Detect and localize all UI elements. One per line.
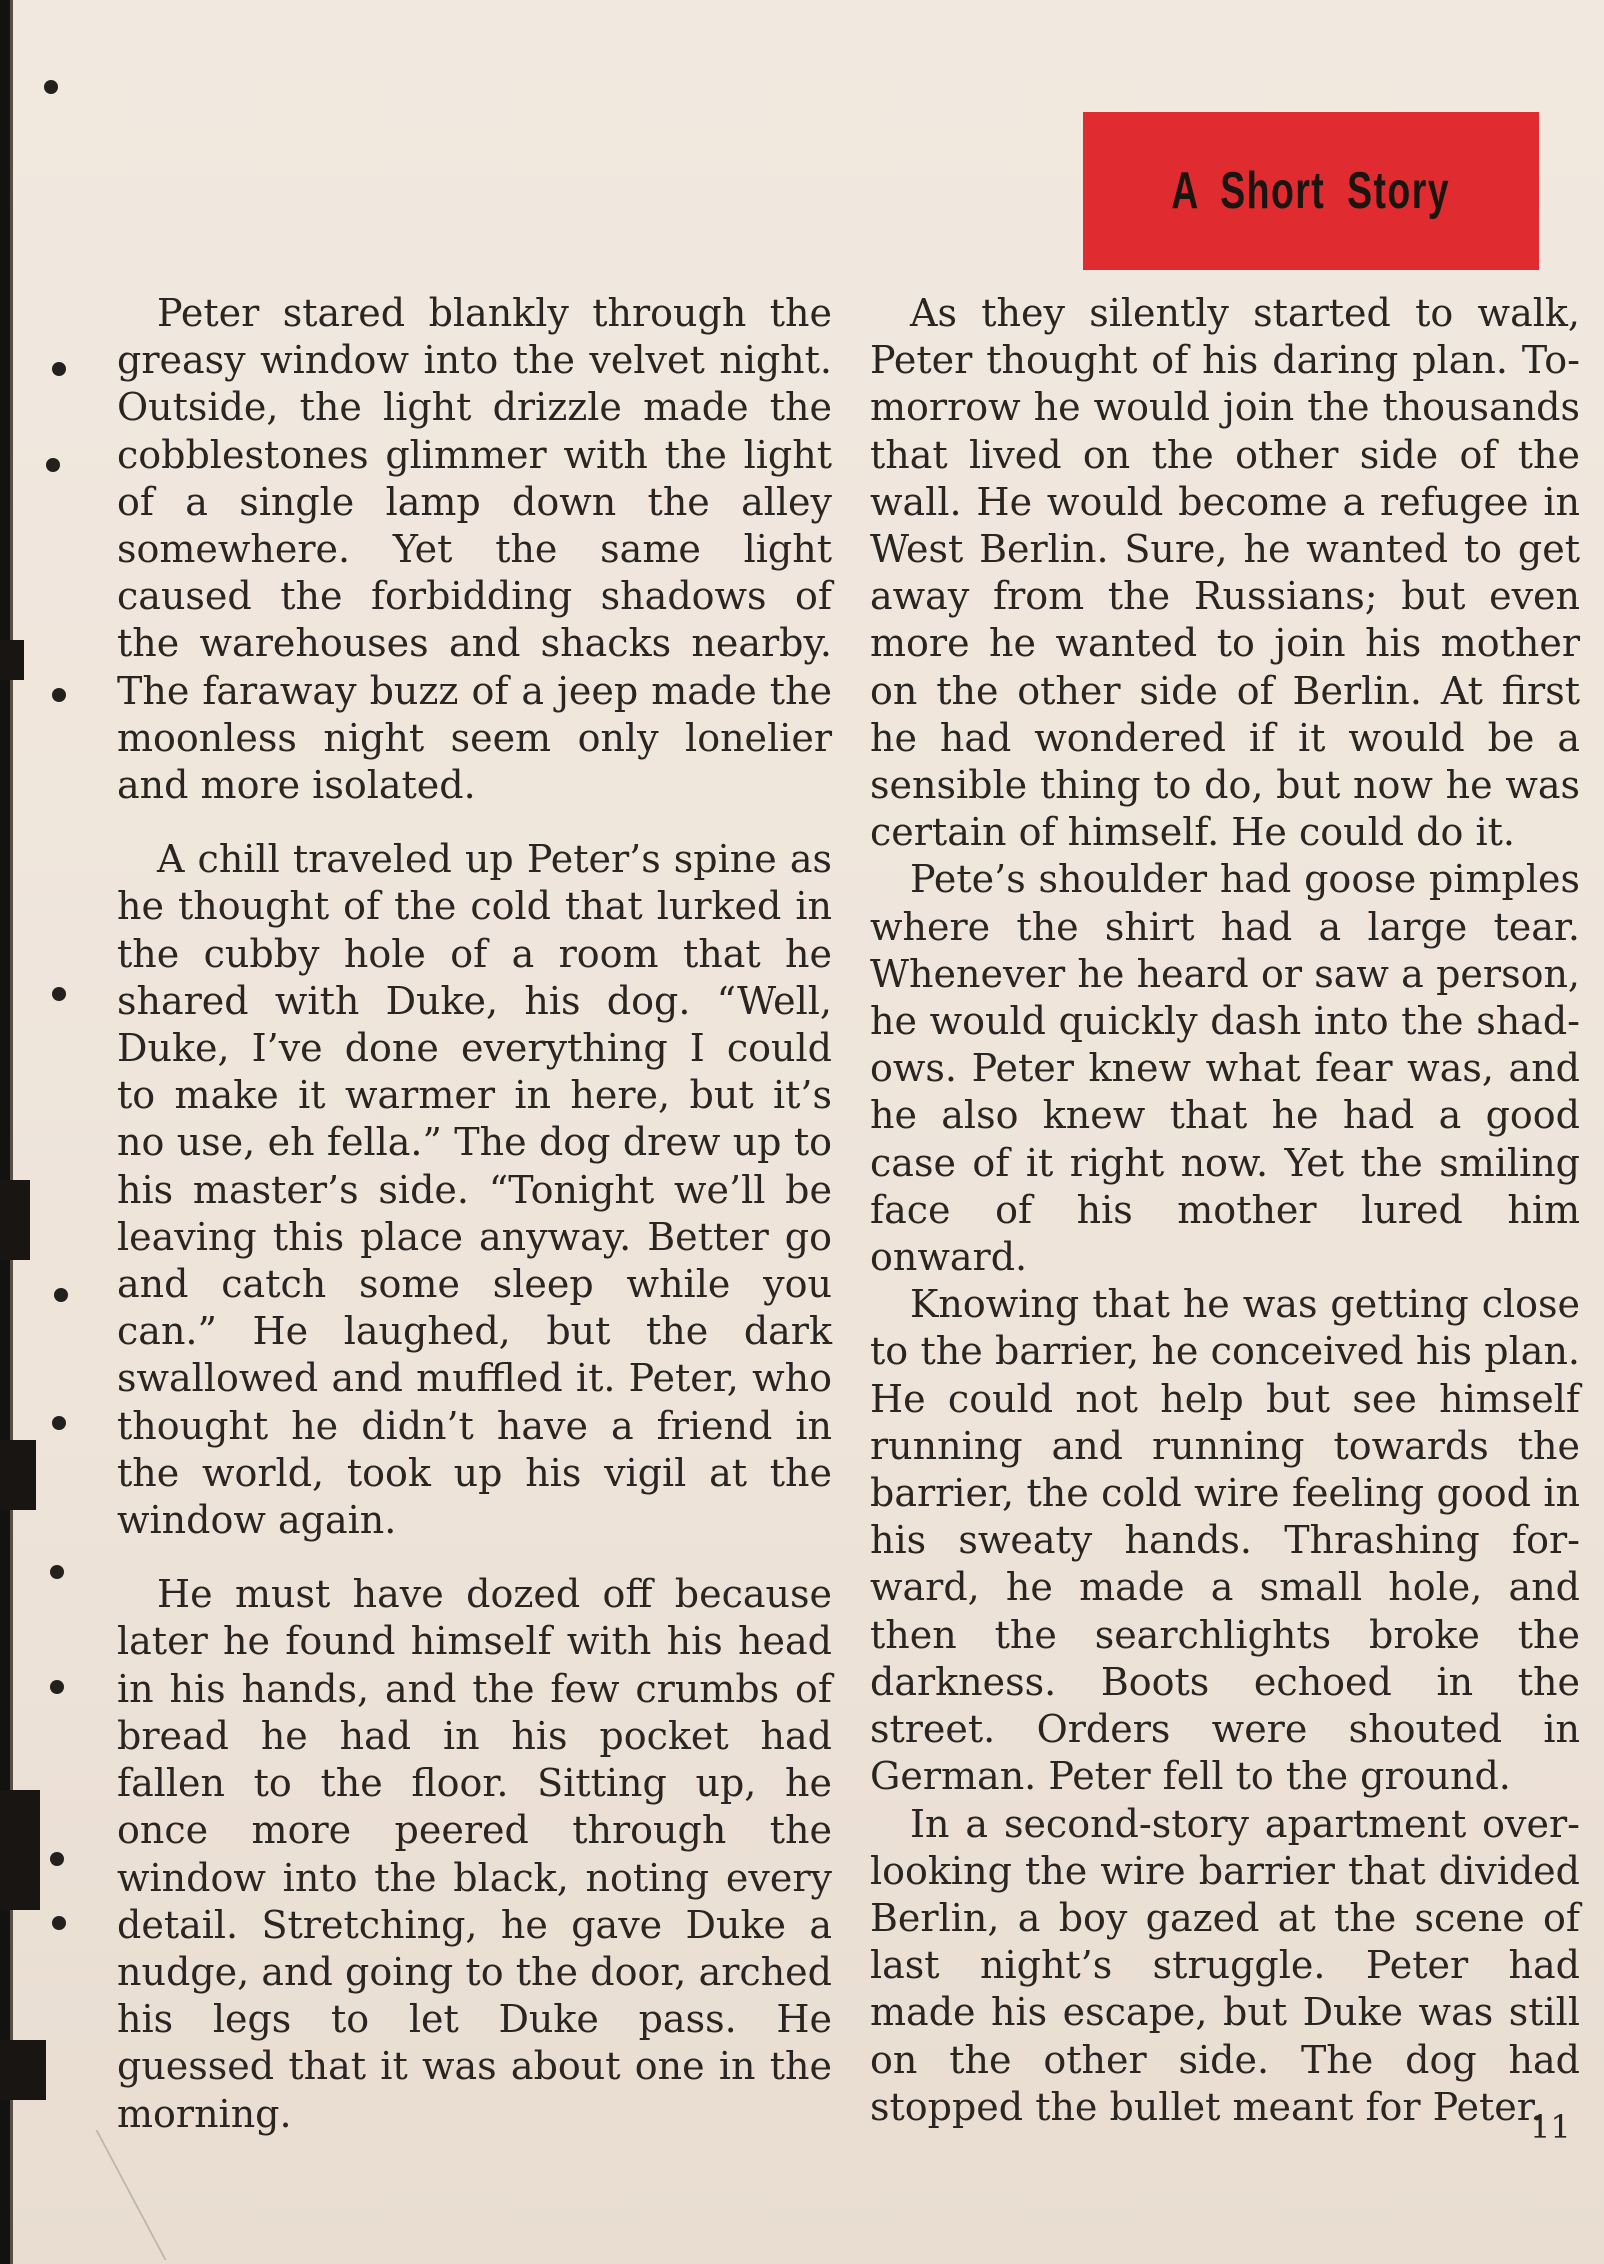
torn-edge [0,1180,30,1260]
binding-hole [52,688,66,702]
binding-hole [52,987,66,1001]
paper-crease [95,2130,236,2260]
torn-edge [0,2040,46,2100]
story-paragraph: Pete’s shoulder had goose pimples where the shirt had a large tear. Whenever he heard or saw a person, he would quickly dash into the shadows. Peter knew what fear was, and he also knew that he had a good case of it right now. Yet the smiling face of his mother lured him onward. [870,857,1580,1280]
section-label [1083,112,1539,270]
binding-hole [46,458,60,472]
story-column-left [117,290,832,2138]
story-paragraph: Knowing that he was getting close to the barrier, he conceived his plan. He could not help but see himself running and running towards the barrier, the cold wire feeling good in his sweaty hands. Thrashing forward, he made a small hole, and then the searchlights broke the darkness. Boots echoed in the street. Orders were shouted in German. Peter fell to the ground. [870,1282,1580,1799]
story-column-right [870,290,1580,2131]
torn-edge [0,1440,36,1510]
story-paragraph: As they silently started to walk, Peter thought of his daring plan. Tomorrow he would join the thousands that lived on the other side of the wall. He would become a refugee in West Berlin. Sure, he wanted to get away from the Russians; but even more he wanted to join his mother on the other side of Berlin. At first he had wondered if it would be a sensible thing to do, but now he was certain of himself. He could do it. [870,291,1580,855]
binding-hole [52,1416,66,1430]
story-paragraph: In a second-story apartment overlooking the wire barrier that divided Berlin, a boy gazed at the scene of last night’s struggle. Peter had made his escape, but Duke was still on the other side. The dog had stopped the bullet meant for Peter. [870,1801,1580,2129]
binding-hole [52,362,66,376]
binding-hole [52,1916,66,1930]
binding-hole [50,1680,64,1694]
story-paragraph: A chill traveled up Peter’s spine as he thought of the cold that lurked in the cubby hole of a room that he shared with Duke, his dog. “Well, Duke, I’ve done everything I could to make it warmer in here, but it’s no use, eh fella.” The dog drew up to his master’s side. “Tonight we’ll be leaving this place anyway. Better go and catch some sleep while you can.” He laughed, but the dark swallowed and muffled it. Peter, who thought he didn’t have a friend in the world, took up his vigil at the window again. [117,837,832,1543]
story-paragraph: He must have dozed off because later he found himself with his head in his hands, and the few crumbs of bread he had in his pocket had fallen to the floor. Sitting up, he once more peered through the window into the black, noting every detail. Stretching, he gave Duke a nudge, and going to the door, arched his legs to let Duke pass. He guessed that it was about one in the morning. [117,1572,832,2136]
torn-edge [0,640,24,680]
binding-hole [50,1852,64,1866]
story-paragraph: Peter stared blankly through the greasy window into the velvet night. Outside, the light drizzle made the cobblestones glimmer with the light of a single lamp down the alley somewhere. Yet the same light caused the forbidding shadows of the warehouses and shacks nearby. The faraway buzz of a jeep made the moonless night seem only lonelier and more isolated. [117,291,832,808]
binding-hole [44,80,58,94]
binding-hole [54,1288,68,1302]
page-number: 11 [1530,2108,1571,2146]
section-label-text: A Short Story [1171,162,1451,220]
torn-edge [0,1790,40,1910]
binding-hole [50,1565,64,1579]
